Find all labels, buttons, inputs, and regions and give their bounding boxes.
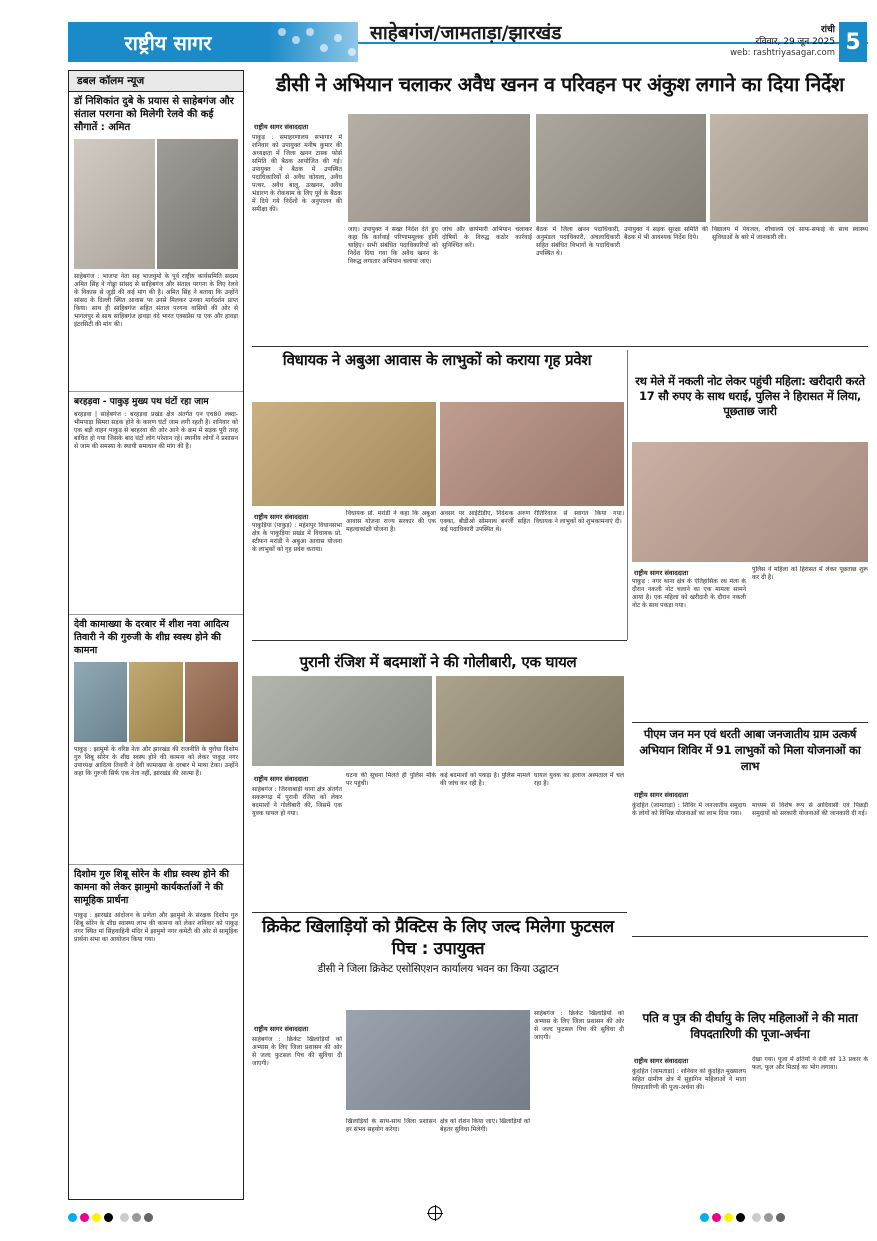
story-headline[interactable]: क्रिकेट खिलाड़ियों को प्रैक्टिस के लिए जल्द मिलेगा फुटसल पिच : उपायुक्त — [262, 917, 614, 959]
story-column: पुलिस ने महिला को हिरासत में लेकर पूछताछ शुरू कर दी है। — [752, 566, 868, 581]
byline: राष्ट्रीय सागर संवाददाता — [254, 513, 309, 521]
story-photo — [536, 114, 706, 222]
story-column: पाकुड़ : समाहरणालय सभागार में शनिवार को उपायुक्त मनीष कुमार की अध्यक्षता में जिला खनन टास्क फोर्स समिति की बैठक आयोजित की गई। उपायुक्त ने बैठक में उपस्थित पदाधिकारियों से अवैध कोयला, अवैध पत्थर, अवैध बालू, उत्खनन, अवैध भंडारण के रोकथाम के लिए पूर्व के बैठक में दिये गये निर्देशों के अनुपालन की समीक्षा की। — [252, 134, 342, 213]
story-column: अवसर पर आईटीडीए, निदेशक अरुण एक्का, बीडीओ सोमनाथ बनर्जी सहित कई पदाधिकारी उपस्थित थे। — [440, 510, 530, 533]
story-column: साहेबगंज : क्रिकेट खिलाड़ियों को अभ्यास के लिए जिला प्रशासन की ओर से जल्द फुटसल पिच की सुविधा दी जाएगी। — [252, 1036, 342, 1067]
story-column: कुंदहित (जामताड़ा) : शिविर में जनजातीय समुदाय के लोगों को विभिन्न योजनाओं का लाभ दिया गया। — [632, 802, 746, 817]
story-column: कई बदमाशों को पकड़ा है। पुलिस मामले की जांच कर रही है। — [440, 772, 530, 787]
story-photo — [252, 676, 432, 766]
story-photo — [710, 114, 868, 222]
story-headline[interactable]: पीएम जन मन एवं धरती आबा जनजातीय ग्राम उत्कर्ष अभियान शिविर में 91 लाभुकों को मिला योजनाओं का लाभ — [639, 727, 861, 773]
date: रविवार, 29 जून 2025 — [755, 37, 835, 47]
story-headline[interactable]: बरहड़वा - पाकुड़ मुख्य पथ घंटों रहा जाम — [69, 391, 243, 409]
story-column: कुंदहित (जामताड़ा) : शनिवार को कुंदहित मुख्यालय सहित ग्रामीण क्षेत्र में सुहागिन महिलाओं ने माता विपदतारिणी की पूजा-अर्चना की। — [632, 1068, 746, 1091]
divider — [252, 640, 627, 641]
story-column: देखा गया। पूजा में व्रतियों ने देवी को 13 प्रकार के फल, फूल और मिठाई का भोग लगाया। — [752, 1056, 868, 1071]
story-headline[interactable]: रथ मेले में नकली नोट लेकर पहुंची महिला: खरीदारी करते 17 सौ रुपए के साथ धराई, पुलिस ने हिरासत में लिया, पूछताछ जारी — [635, 374, 865, 418]
story-photo — [436, 676, 624, 766]
story-column: घटना की सूचना मिलते ही पुलिस मौके पर पहुंची। — [346, 772, 436, 787]
story-headline[interactable]: विधायक ने अबुआ आवास के लाभुकों को कराया गृह प्रवेश — [282, 351, 592, 369]
story-photo — [252, 402, 436, 506]
story-column: पाकुड़ : नगर थाना क्षेत्र के ऐतिहासिक रथ मेला के दौरान नकली नोट चलाने का एक मामला सामने आया है। एक महिला को खरीदारी के दौरान नकली नोट के साथ पकड़ा गया। — [632, 578, 746, 609]
masthead — [0, 0, 877, 64]
story-photo — [129, 662, 182, 742]
byline: राष्ट्रीय सागर संवाददाता — [254, 123, 309, 131]
story-column: जांच और छापेमारी अभियान चलाकर दोषियों के विरुद्ध कठोर कार्रवाई सुनिश्चित करें। — [442, 226, 532, 249]
divider — [632, 722, 868, 723]
byline: राष्ट्रीय सागर संवाददाता — [634, 569, 689, 577]
story-subhead: डीसी ने जिला क्रिकेट एसोसिएशन कार्यालय भवन का किया उद्घाटन — [317, 963, 559, 975]
story-column: विधायक प्रो. मरांडी ने कहा कि अबुआ आवास योजना राज्य सरकार की एक महत्वाकांक्षी योजना है। — [346, 510, 436, 533]
byline: राष्ट्रीय सागर संवाददाता — [254, 1025, 309, 1033]
brand-name: राष्ट्रीय सागर — [124, 30, 212, 55]
story-column: माध्यम से विशेष रूप से आदिवासी एवं पिछड़ी समुदायों को सरकारी योजनाओं की जानकारी दी गई। — [752, 802, 868, 817]
masthead-decoration — [268, 22, 358, 62]
story-column: खिलाड़ियों के साथ-साथ जिला प्रशासन हर संभव सहयोग करेगा। — [346, 1118, 436, 1133]
story-headline[interactable]: पुरानी रंजिश में बदमाशों ने की गोलीबारी, एक घायल — [299, 653, 577, 671]
divider — [252, 912, 627, 913]
story-photo — [74, 139, 155, 269]
story-column: रीतिरिवाज से स्वागत किया गया। विधायक ने लाभुकों को शुभकामनाएं दी। — [534, 510, 624, 525]
story-column: पाकुड़िया (पाकुड़) : महेशपुर विधानसभा क्षेत्र के पाकुड़िया प्रखंड में विधायक प्रो. स्टीफन मरांडी ने अबुआ आवास योजना के लाभुकों को गृह प्रवेश कराया। — [252, 522, 342, 553]
byline: राष्ट्रीय सागर संवाददाता — [634, 1057, 689, 1065]
byline: राष्ट्रीय सागर संवाददाता — [634, 791, 689, 799]
story-photo — [440, 402, 624, 506]
section-title: डबल कॉलम न्यूज — [69, 71, 243, 92]
divider — [252, 346, 868, 347]
registration-mark-icon — [428, 1206, 442, 1220]
story-headline[interactable]: डॉ निशिकांत दुबे के प्रयास से साहेबगंज और संताल परगना को मिलेगी रेलवे की कई सौगातें : अमित — [74, 96, 234, 133]
region-title: साहेबगंज/जामताड़ा/झारखंड — [370, 22, 562, 44]
story-column: क्षेत्र को रोशन किया जाए। खिलाड़ियों को बेहतर सुविधा मिलेगी। — [440, 1118, 530, 1133]
page-number: 5 — [839, 22, 867, 62]
byline: राष्ट्रीय सागर संवाददाता — [254, 775, 309, 783]
city: रांची — [820, 25, 835, 35]
story-body: पाकुड़ : झामुमो के वरिष्ठ नेता और झारखंड की राजनीति के पुरोधा दिशोम गुरु शिबू सोरेन के शीघ्र स्वस्थ होने की कामना को लेकर पाकुड़ नगर उपाध्यक्ष आदित्य तिवारी ने देवी कामाख्या के दरबार में माथा टेका। उन्होंने कहा कि गुरुजी सिर्फ एक नेता नहीं, झारखंड की आत्मा हैं। — [74, 746, 238, 777]
story-body: साहेबगंज : भाजपा नेता सह भाजयुमो के पूर्व राष्ट्रीय कार्यसमिति सदस्य अमित सिंह ने गोड्डा सांसद से साहिबगंज और संताल परगना के लिए रेलवे के विकास से जुड़ी की कई मांग की है। अमित सिंह ने बताया कि उन्होंने सांसद के दिल्ली स्थित आवास पर उनसे मिलकर उनका मार्गदर्शन प्राप्त किया। साथ ही साहिबगंज सहित संताल परगना वासियों की ओर से भागलपुर से साथ साहिबगंज हावड़ा वंदे भारत एक्सप्रेस या एक और हावड़ा इंटरसिटी की मांग की। — [74, 273, 238, 328]
left-column — [68, 70, 244, 1200]
story-column: उपायुक्त ने सड़क सुरक्षा समिति की बैठक में भी आवश्यक निर्देश दिये। — [624, 226, 708, 241]
story-photo — [185, 662, 238, 742]
divider — [632, 936, 868, 937]
story-photo — [74, 662, 127, 742]
story-photo — [157, 139, 238, 269]
brand-logo — [68, 22, 268, 62]
story-column: जाए। उपायुक्त ने सख्त निर्देश देते हुए कहा कि कार्रवाई परिणाममूलक होनी चाहिए। सभी संबंधित पदाधिकारियों को निर्देश दिया गया कि अवैध खनन के विरुद्ध लगातार अभियान चलाया जाए। — [348, 226, 438, 265]
dateline — [755, 24, 835, 48]
story-column: घायल युवक का इलाज अस्पताल में चल रहा है। — [534, 772, 624, 787]
story-headline[interactable]: देवी कामाख्या के दरबार में शीश नवा आदित्य तिवारी ने की गुरुजी के शीघ्र स्वस्थ होने की कामना — [69, 614, 243, 660]
story-column: विद्यालय में पेयजल, शौचालय एवं साफ-सफाई के साथ स्वास्थ्य सुविधाओं के बारे में जानकारी ली। — [712, 226, 868, 241]
story-headline[interactable]: दिशोम गुरु शिबू सोरेन के शीघ्र स्वस्थ होने की कामना को लेकर झामुमो कार्यकर्ताओं ने की सामूहिक प्रार्थना — [69, 864, 243, 910]
main-headline[interactable]: डीसी ने अभियान चलाकर अवैध खनन व परिवहन पर अंकुश लगाने का दिया निर्देश — [275, 73, 845, 96]
website-link[interactable]: web: rashtriyasagar.com — [730, 48, 835, 58]
story-column: साहेबगंज : क्रिकेट खिलाड़ियों को अभ्यास के लिए जिला प्रशासन की ओर से जल्द फुटसल पिच की सुविधा दी जाएगी। — [534, 1010, 624, 1041]
story-body: पाकुड़ : झारखंड आंदोलन के प्रणेता और झामुमो के संरक्षक दिशोम गुरु शिबू सोरेन के शीघ्र स्वास्थ्य लाभ की कामना को लेकर शनिवार को पाकुड़ नगर स्थित मां सिंहवाहिनी मंदिर में झामुमो नगर कमेटी की ओर से सामूहिक प्रार्थना सभा का आयोजन किया गया। — [74, 912, 238, 943]
story-photo — [632, 442, 868, 562]
story-body: बरहड़वा | साहेबगंज : बरहड़वा प्रखंड क्षेत्र अंतर्गत एन एच80 लब्दा-भीमपाड़ा सिमरा सड़क होने के कारण घंटों जाम लगी रहती है। शनिवार को एक बड़ी वाहन पाकुड़ से बरहरवा की ओर आने के क्रम में सड़क पूरी तरह बाधित हो गया जिसके बाद घंटों लोग परेशान रहे। स्थानीय लोगों ने प्रशासन से जाम की समस्या के स्थायी समाधान की मांग की है। — [74, 411, 238, 450]
story-column: बैठक में जिला खनन पदाधिकारी, अनुमंडल पदाधिकारी, अंचलाधिकारी सहित संबंधित विभागों के पदाधिकारी उपस्थित थे। — [536, 226, 620, 257]
divider — [627, 350, 628, 640]
story-column: साहेबगंज : जिरवाबाड़ी थाना क्षेत्र अंतर्गत सकरूगढ़ में पुरानी रंजिश को लेकर बदमाशों ने गोलीबारी की, जिसमें एक युवक घायल हो गया। — [252, 786, 342, 817]
story-headline[interactable]: पति व पुत्र की दीर्घायु के लिए महिलाओं ने की माता विपदतारिणी की पूजा-अर्चना — [642, 1011, 858, 1041]
story-photo — [348, 114, 530, 222]
story-photo — [346, 1010, 530, 1110]
